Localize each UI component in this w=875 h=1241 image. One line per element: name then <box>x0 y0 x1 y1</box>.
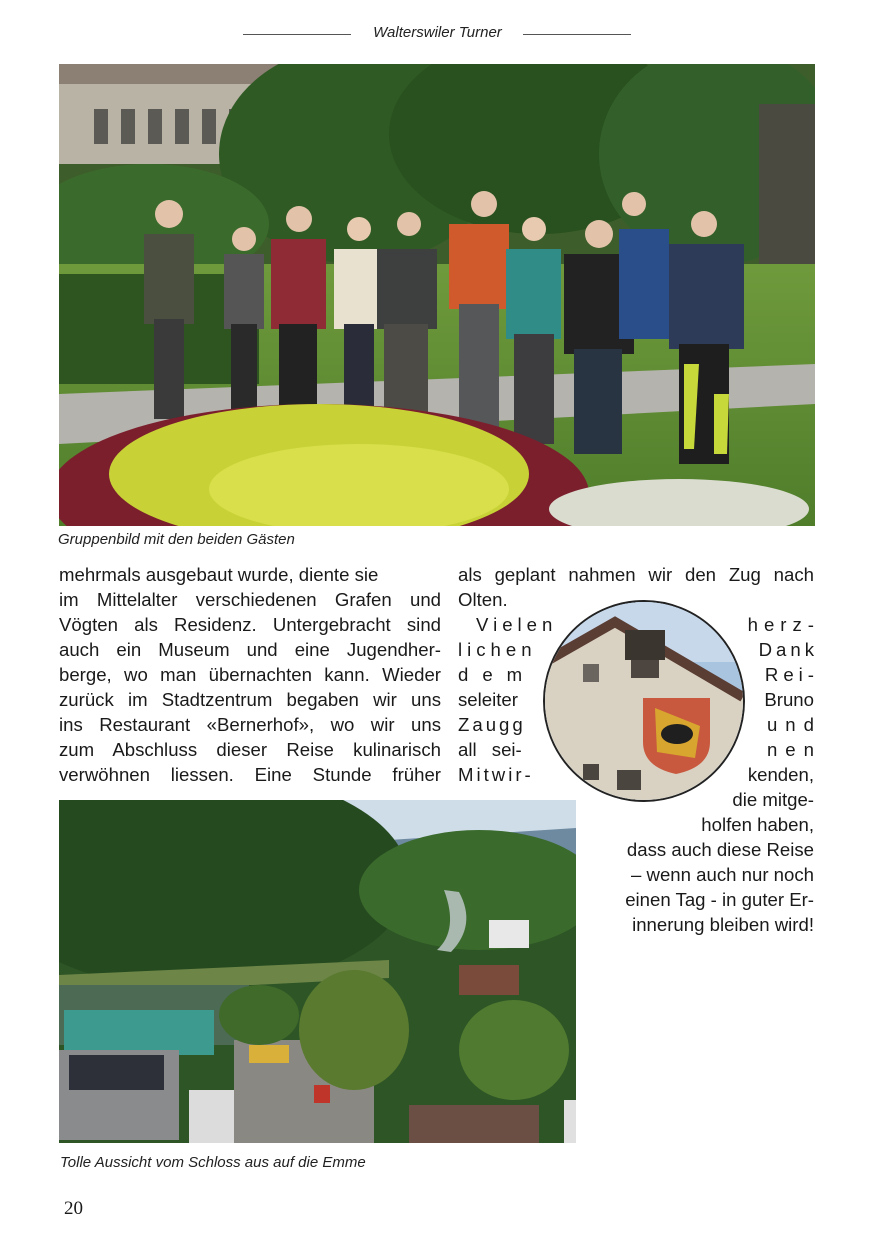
group-photo <box>59 64 815 526</box>
wrap-fragment: und <box>766 714 822 735</box>
group-photo-illustration <box>59 64 815 526</box>
emme-view-illustration <box>59 800 576 1143</box>
emme-photo-caption: Tolle Aussicht vom Schloss aus auf die Emme <box>60 1154 366 1171</box>
text-line: innerung bleiben wird! <box>632 914 814 935</box>
text-line: als geplant nahmen wir den Zug nach <box>458 564 814 585</box>
wrap-fragment: Zaugg <box>458 714 526 735</box>
header-rule-left <box>243 34 351 35</box>
right-column-continued <box>600 787 814 937</box>
wrap-fragment: Vielen <box>476 614 558 635</box>
text-line: zum Abschluss dieser Reise kulinarisch <box>59 739 441 760</box>
text-line: dass auch diese Reise <box>626 839 814 860</box>
wrap-fragment: Mitwir- <box>458 764 534 785</box>
emme-view-photo <box>59 800 576 1143</box>
text-line: einen Tag - in guter Er- <box>625 889 814 910</box>
header-title: Walterswiler Turner <box>373 24 502 41</box>
wrap-fragment: Dank <box>758 639 818 660</box>
left-column-text <box>59 562 441 787</box>
castle-tower-illustration <box>545 602 743 800</box>
castle-tower-photo <box>543 600 745 802</box>
text-line: mehrmals ausgebaut wurde, diente sie <box>59 564 379 585</box>
text-line: auch ein Museum und eine Jugendher- <box>59 639 441 660</box>
wrap-fragment: kenden, <box>747 764 814 785</box>
wrap-fragment: lichen <box>458 639 537 660</box>
text-line: zurück im Stadtzentrum begaben wir uns <box>59 689 441 710</box>
wrap-left-fragments <box>458 612 558 787</box>
text-line: im Mittelalter verschiedenen Grafen und <box>59 589 441 610</box>
wrap-fragment: seleiter <box>458 689 518 710</box>
text-line: Vögten als Residenz. Untergebracht sind <box>59 614 441 635</box>
running-header <box>0 24 875 42</box>
text-line: – wenn auch nur noch <box>631 864 814 885</box>
wrap-fragment: Rei- <box>764 664 819 685</box>
wrap-fragment: all sei- <box>458 739 522 760</box>
text-line: verwöhnen liessen. Eine Stunde früher <box>59 764 441 785</box>
group-photo-caption: Gruppenbild mit den beiden Gästen <box>58 531 295 548</box>
wrap-fragment: Bruno <box>764 689 814 710</box>
text-line: ins Restaurant «Bernerhof», wo wir uns <box>59 714 441 735</box>
wrap-fragment: dem <box>458 664 537 685</box>
page-number: 20 <box>64 1198 83 1219</box>
text-line: holfen haben, <box>701 814 814 835</box>
wrap-fragment: nen <box>766 739 822 760</box>
text-line: berge, wo man übernachten kann. Wieder <box>59 664 441 685</box>
text-line: Olten. <box>458 589 508 610</box>
wrap-fragment: herz- <box>747 614 820 635</box>
text-line: die mitge- <box>732 789 814 810</box>
header-rule-right <box>523 34 631 35</box>
